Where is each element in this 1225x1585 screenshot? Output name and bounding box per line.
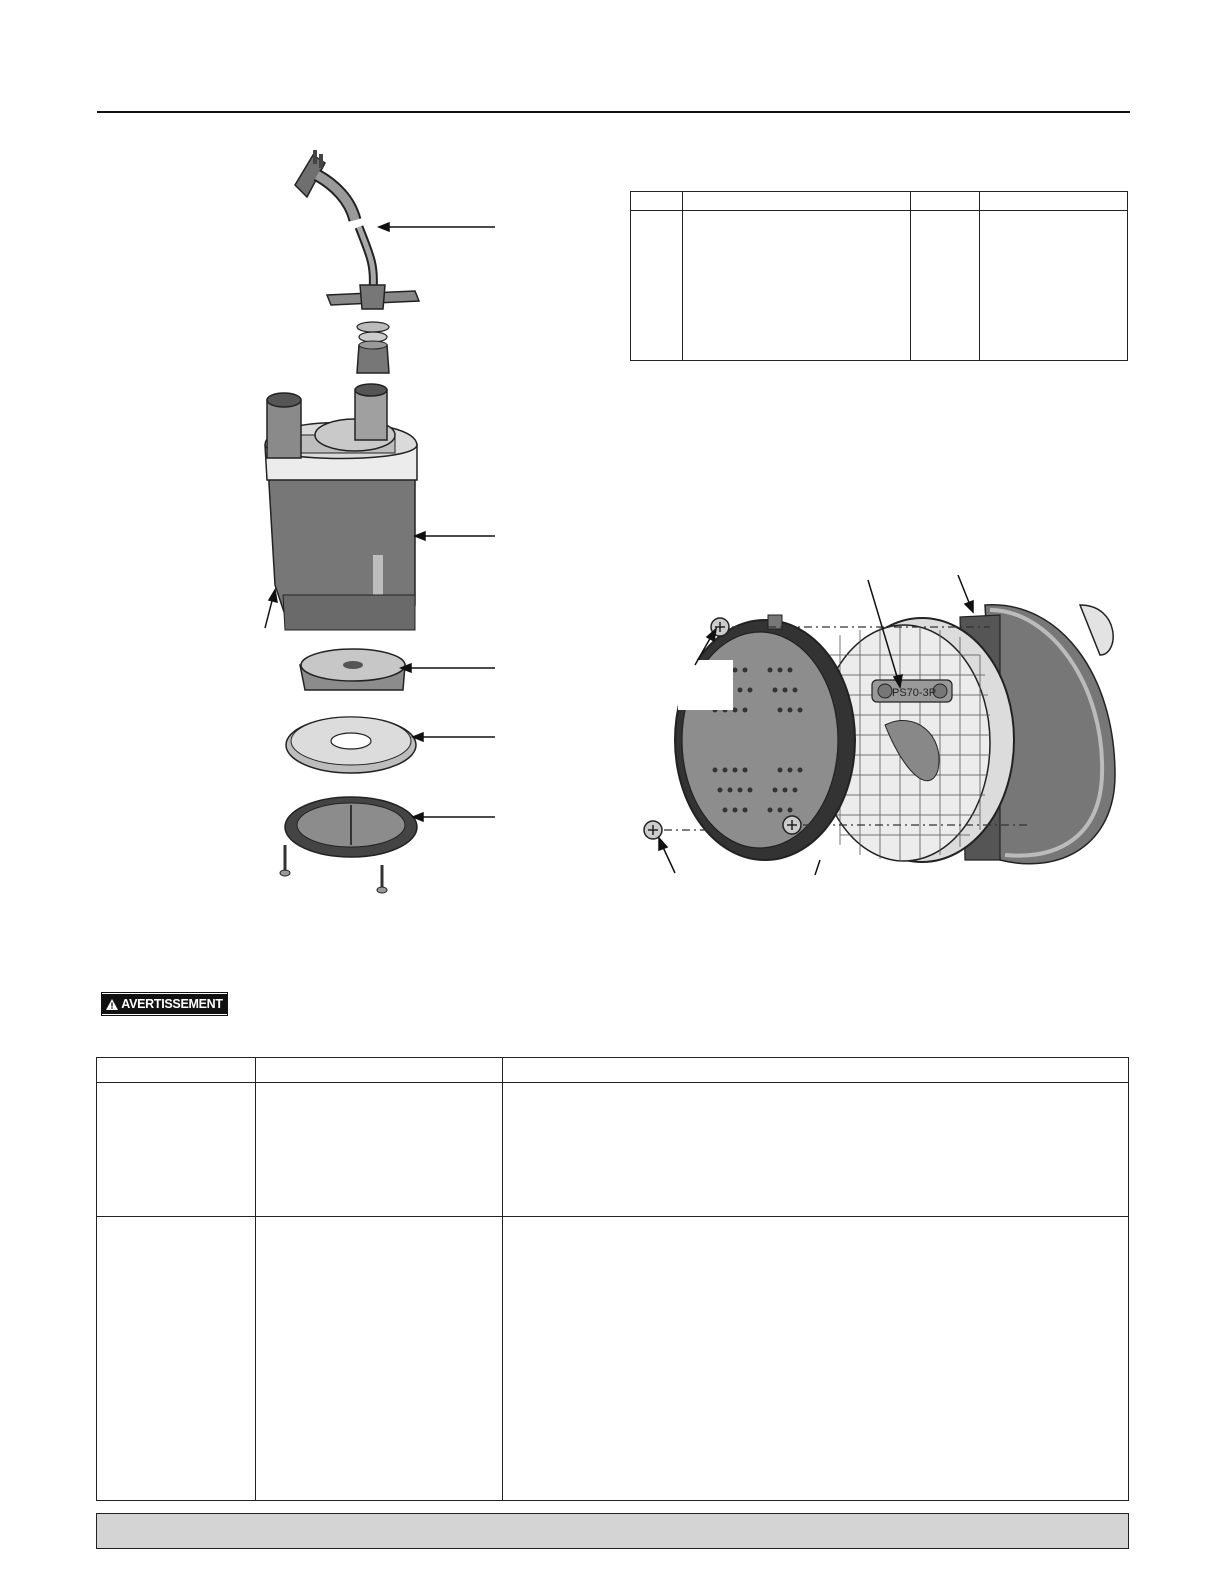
parts-col-1 — [631, 192, 683, 211]
header-rule — [97, 111, 1130, 113]
footer-bar — [96, 1513, 1129, 1549]
parts-table-header — [631, 192, 1128, 211]
warning-label: AVERTISSEMENT — [121, 997, 223, 1011]
strainer-screen — [285, 797, 417, 857]
volute-plate — [286, 717, 416, 773]
warning-badge-inner — [102, 994, 226, 1014]
troubleshooting-table — [96, 1057, 1129, 1501]
float-switch-plug — [295, 150, 355, 220]
warning-badge — [101, 992, 228, 1016]
trouble-col-3 — [503, 1058, 1129, 1083]
parts-col-3 — [911, 192, 980, 211]
strainer-assembly-view — [640, 575, 1140, 885]
pump-exploded-view — [255, 145, 525, 905]
troubleshooting-header — [97, 1058, 1129, 1083]
parts-table — [630, 191, 1128, 361]
parts-col-2 — [683, 192, 911, 211]
troubleshooting-row — [97, 1083, 1129, 1217]
parts-table-row — [631, 211, 1128, 361]
trouble-col-1 — [97, 1058, 256, 1083]
parts-col-4 — [980, 192, 1128, 211]
troubleshooting-row — [97, 1217, 1129, 1501]
trouble-col-2 — [256, 1058, 503, 1083]
impeller — [300, 649, 405, 690]
float-arm — [327, 285, 419, 373]
warning-triangle-icon — [106, 999, 118, 1010]
motor-housing — [265, 384, 417, 630]
nameplate-text: PS70-3P — [892, 687, 937, 699]
